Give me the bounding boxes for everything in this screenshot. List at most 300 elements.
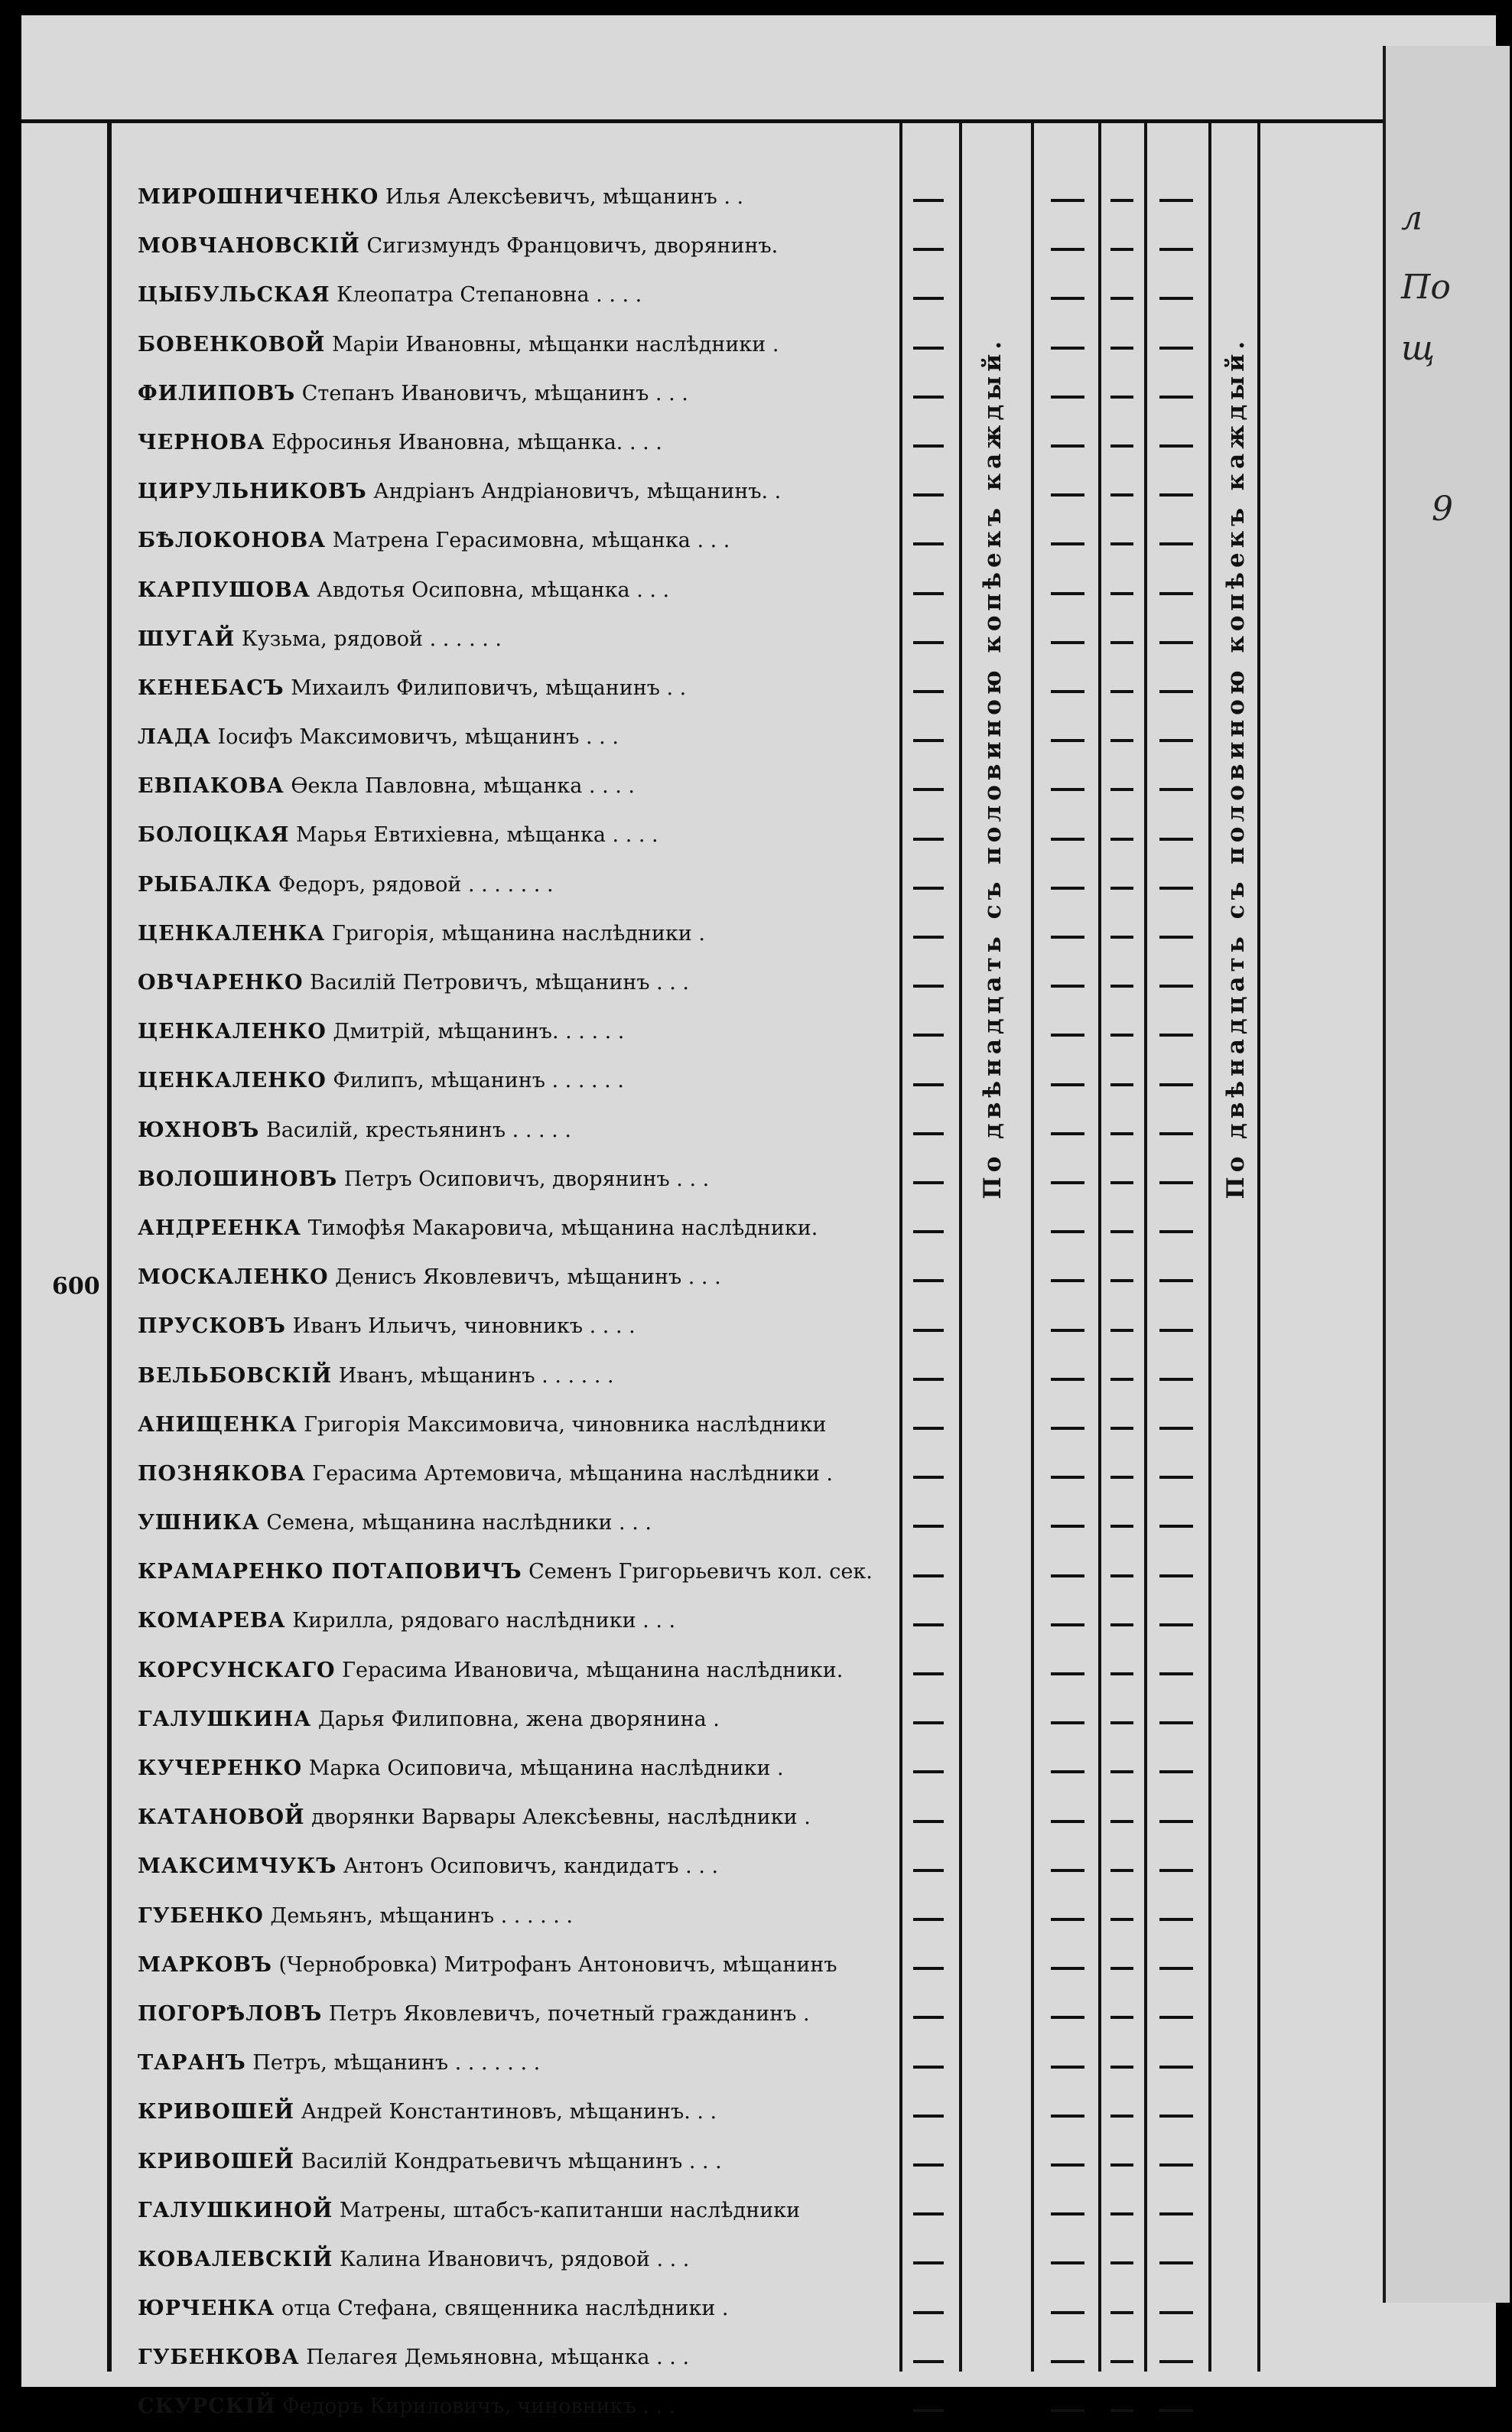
surname: ОВЧАРЕНКО bbox=[138, 971, 304, 995]
surname: МИРОШНИЧЕНКО bbox=[138, 185, 379, 209]
surname: КУЧЕРЕНКО bbox=[138, 1756, 303, 1780]
entry-details: Василій Кондратьевичъ мѣщанинъ . . . bbox=[294, 2149, 722, 2173]
dash-mark bbox=[913, 985, 944, 988]
dash-mark bbox=[1159, 199, 1193, 202]
column-rule bbox=[1208, 122, 1211, 2372]
dash-mark bbox=[1159, 2261, 1193, 2264]
dash-mark bbox=[913, 1279, 944, 1282]
entry-details: Герасима Артемовича, мѣщанина наслѣдники . bbox=[305, 1461, 833, 1486]
entry-details: Иванъ, мѣщанинъ . . . . . . bbox=[332, 1363, 614, 1388]
dash-mark bbox=[1110, 2409, 1133, 2412]
surname: ГУБЕНКО bbox=[138, 1903, 264, 1928]
dash-mark bbox=[1110, 739, 1133, 742]
entry-details: Авдотья Осиповна, мѣщанка . . . bbox=[310, 578, 670, 602]
ledger-row bbox=[138, 1990, 902, 2039]
dash-mark bbox=[1110, 2311, 1133, 2314]
entry-details: Иванъ Ильичъ, чиновникъ . . . . bbox=[285, 1314, 636, 1339]
ledger-row bbox=[138, 2284, 902, 2333]
dash-mark bbox=[1110, 1329, 1133, 1332]
ledger-row bbox=[138, 222, 902, 271]
dash-mark bbox=[1110, 2115, 1133, 2118]
handwriting-fragment: щ bbox=[1401, 329, 1436, 368]
ledger-row bbox=[138, 1155, 902, 1204]
dash-mark bbox=[1110, 2212, 1133, 2215]
dash-mark bbox=[1051, 542, 1084, 545]
entry-number: 600 bbox=[52, 1273, 100, 1300]
dash-mark bbox=[1159, 1181, 1193, 1184]
dash-mark bbox=[1051, 1918, 1084, 1921]
dash-mark bbox=[1110, 641, 1133, 644]
dash-mark bbox=[1110, 1230, 1133, 1233]
dash-mark bbox=[1051, 2066, 1084, 2069]
ledger-row bbox=[138, 762, 902, 811]
dash-mark bbox=[1159, 2311, 1193, 2314]
entry-details: дворянки Варвары Алексѣевны, наслѣдники . bbox=[304, 1805, 811, 1830]
column-rule bbox=[1144, 122, 1147, 2372]
ledger-row bbox=[138, 2088, 902, 2137]
dash-mark bbox=[1051, 690, 1084, 693]
dash-mark bbox=[1051, 838, 1084, 841]
dash-mark bbox=[1110, 347, 1133, 350]
dash-mark bbox=[1051, 444, 1084, 448]
surname: ЦЕНКАЛЕНКО bbox=[138, 1069, 327, 1093]
dash-mark bbox=[1110, 592, 1133, 595]
handwriting-fragment: 9 bbox=[1432, 490, 1453, 529]
dash-mark bbox=[1159, 1820, 1193, 1823]
surname: ЮХНОВЪ bbox=[138, 1118, 260, 1142]
dash-mark bbox=[1110, 1869, 1133, 1872]
ledger-row bbox=[138, 173, 902, 222]
dash-mark bbox=[1051, 2409, 1084, 2412]
ledger-row bbox=[138, 1401, 902, 1450]
entry-details: Степанъ Ивановичъ, мѣщанинъ . . . bbox=[295, 381, 688, 405]
dash-mark bbox=[1159, 641, 1193, 644]
dash-mark bbox=[913, 1525, 944, 1528]
dash-mark bbox=[1051, 297, 1084, 300]
entry-details: Петръ Осиповичъ, дворянинъ . . . bbox=[337, 1167, 710, 1191]
dash-mark bbox=[1159, 936, 1193, 939]
dash-mark bbox=[1159, 2016, 1193, 2019]
dash-mark bbox=[913, 641, 944, 644]
dash-mark bbox=[1159, 396, 1193, 399]
surname: ПОЗНЯКОВА bbox=[138, 1461, 306, 1486]
column-rule bbox=[959, 122, 962, 2372]
dash-mark bbox=[1110, 444, 1133, 448]
dash-mark bbox=[1051, 396, 1084, 399]
dash-mark bbox=[913, 1574, 944, 1577]
surname: КАРПУШОВА bbox=[138, 578, 311, 602]
dash-mark bbox=[913, 1378, 944, 1381]
dash-mark bbox=[1110, 838, 1133, 841]
dash-mark bbox=[1159, 493, 1193, 496]
dash-mark bbox=[1051, 2163, 1084, 2167]
ledger-row bbox=[138, 1008, 902, 1056]
entry-list bbox=[138, 173, 902, 2432]
dash-mark bbox=[1159, 2163, 1193, 2167]
dash-mark bbox=[913, 1770, 944, 1773]
dash-mark bbox=[1110, 2360, 1133, 2363]
entry-details: Ефросинья Ивановна, мѣщанка. . . . bbox=[265, 430, 662, 454]
entry-details: Андріанъ Андріановичъ, мѣщанинъ. . bbox=[366, 480, 782, 504]
entry-details: Василій Петровичъ, мѣщанинъ . . . bbox=[303, 971, 690, 995]
dash-mark bbox=[913, 788, 944, 791]
entry-details: Василій, крестьянинъ . . . . . bbox=[259, 1118, 571, 1142]
dash-mark bbox=[913, 1623, 944, 1626]
surname: УШНИКА bbox=[138, 1511, 260, 1535]
dash-mark bbox=[1051, 1279, 1084, 1282]
dash-mark bbox=[1159, 1525, 1193, 1528]
dash-mark bbox=[913, 1869, 944, 1872]
ledger-row bbox=[138, 1302, 902, 1351]
dash-mark bbox=[913, 2360, 944, 2363]
ledger-row bbox=[138, 1793, 902, 1842]
dash-mark bbox=[913, 1083, 944, 1086]
dash-mark bbox=[1110, 1279, 1133, 1282]
ledger-row bbox=[138, 664, 902, 713]
top-rule bbox=[21, 119, 1383, 123]
dash-mark bbox=[1110, 493, 1133, 496]
dash-mark bbox=[1110, 1476, 1133, 1479]
dash-mark bbox=[1051, 1132, 1084, 1135]
dash-mark bbox=[1159, 347, 1193, 350]
entry-details: Іосифъ Максимовичъ, мѣщанинъ . . . bbox=[210, 725, 619, 750]
dash-mark bbox=[1110, 1132, 1133, 1135]
dash-mark bbox=[913, 2066, 944, 2069]
dash-mark bbox=[1159, 1869, 1193, 1872]
surname: КРАМАРЕНКО ПОТАПОВИЧЪ bbox=[138, 1560, 522, 1584]
dash-mark bbox=[913, 1476, 944, 1479]
entry-details: Петръ, мѣщанинъ . . . . . . . bbox=[245, 2051, 541, 2076]
entry-details: Илья Алексѣевичъ, мѣщанинъ . . bbox=[379, 185, 744, 209]
dash-mark bbox=[1110, 1770, 1133, 1773]
surname: ФИЛИПОВЪ bbox=[138, 381, 296, 405]
surname: БОЛОЦКАЯ bbox=[138, 823, 290, 848]
dash-mark bbox=[1159, 739, 1193, 742]
dash-mark bbox=[1051, 2016, 1084, 2019]
ledger-row bbox=[138, 1352, 902, 1401]
adjacent-page-edge bbox=[1383, 46, 1510, 2303]
dash-mark bbox=[913, 1820, 944, 1823]
dash-mark bbox=[913, 542, 944, 545]
surname: КОРСУНСКАГО bbox=[138, 1658, 336, 1682]
dash-mark bbox=[1159, 1623, 1193, 1626]
ledger-row bbox=[138, 1646, 902, 1695]
dash-mark bbox=[1051, 1427, 1084, 1430]
dash-mark bbox=[1051, 1378, 1084, 1381]
entry-details: Сигизмундъ Францовичъ, дворянинъ. bbox=[359, 234, 779, 259]
dash-mark bbox=[1051, 788, 1084, 791]
ledger-row bbox=[138, 1597, 902, 1646]
dash-mark bbox=[1110, 2016, 1133, 2019]
dash-mark bbox=[1159, 1721, 1193, 1724]
dash-mark bbox=[1159, 1132, 1193, 1135]
dash-mark bbox=[913, 1329, 944, 1332]
entry-details: Антонъ Осиповичъ, кандидатъ . . . bbox=[337, 1854, 719, 1879]
dash-mark bbox=[1110, 396, 1133, 399]
surname: ШУГАЙ bbox=[138, 627, 236, 651]
entry-details: Демьянъ, мѣщанинъ . . . . . . bbox=[263, 1903, 574, 1928]
dash-mark bbox=[1110, 788, 1133, 791]
entry-details: Григорія, мѣщанина наслѣдники . bbox=[325, 921, 705, 946]
dash-mark bbox=[1159, 1378, 1193, 1381]
dash-mark bbox=[1051, 1034, 1084, 1037]
dash-mark bbox=[913, 297, 944, 300]
ledger-row bbox=[138, 910, 902, 959]
ledger-row bbox=[138, 1450, 902, 1499]
ledger-row bbox=[138, 2039, 902, 2088]
dash-mark bbox=[1110, 1820, 1133, 1823]
dash-mark bbox=[1159, 1230, 1193, 1233]
surname: МОВЧАНОВСКІЙ bbox=[138, 234, 360, 259]
dash-mark bbox=[1110, 1623, 1133, 1626]
dash-mark bbox=[1159, 1329, 1193, 1332]
surname: ЦЫБУЛЬСКАЯ bbox=[138, 283, 330, 308]
dash-mark bbox=[1110, 1918, 1133, 1921]
dash-mark bbox=[913, 2409, 944, 2412]
dash-mark bbox=[1110, 2066, 1133, 2069]
dash-mark bbox=[1051, 1967, 1084, 1970]
surname: ГУБЕНКОВА bbox=[138, 2346, 300, 2370]
surname: КАТАНОВОЙ bbox=[138, 1805, 305, 1830]
dash-mark bbox=[913, 1721, 944, 1724]
surname: ЦЕНКАЛЕНКА bbox=[138, 921, 326, 946]
dash-mark bbox=[1159, 1672, 1193, 1675]
ledger-row bbox=[138, 2137, 902, 2186]
entry-details: Марка Осиповича, мѣщанина наслѣдники . bbox=[302, 1756, 784, 1780]
dash-mark bbox=[1159, 297, 1193, 300]
ledger-row bbox=[138, 1253, 902, 1302]
dash-mark bbox=[1051, 985, 1084, 988]
entry-details: Калина Ивановичъ, рядовой . . . bbox=[333, 2247, 690, 2271]
dash-mark bbox=[913, 1181, 944, 1184]
dash-mark bbox=[1051, 592, 1084, 595]
dash-mark bbox=[1051, 739, 1084, 742]
surname: ЧЕРНОВА bbox=[138, 430, 265, 454]
entry-details: Марья Евтихіевна, мѣщанка . . . . bbox=[289, 823, 658, 848]
dash-mark bbox=[1051, 1574, 1084, 1577]
dash-mark bbox=[1051, 1525, 1084, 1528]
dash-mark bbox=[1159, 2066, 1193, 2069]
dash-mark bbox=[1159, 1083, 1193, 1086]
dash-mark bbox=[1159, 985, 1193, 988]
dash-mark bbox=[1159, 1034, 1193, 1037]
ledger-row bbox=[138, 1744, 902, 1793]
dash-mark bbox=[1159, 1574, 1193, 1577]
surname: ЮРЧЕНКА bbox=[138, 2297, 275, 2321]
dash-mark bbox=[913, 1918, 944, 1921]
dash-mark bbox=[913, 2311, 944, 2314]
ledger-row bbox=[138, 1548, 902, 1597]
entry-details: Пелагея Демьяновна, мѣщанка . . . bbox=[299, 2346, 690, 2370]
ledger-row bbox=[138, 1892, 902, 1941]
dash-mark bbox=[1051, 1672, 1084, 1675]
dash-mark bbox=[1051, 1329, 1084, 1332]
entry-details: Федоръ, рядовой . . . . . . . bbox=[272, 872, 554, 897]
dash-mark bbox=[1051, 347, 1084, 350]
dash-mark bbox=[913, 739, 944, 742]
dash-mark bbox=[1110, 2163, 1133, 2167]
ledger-row bbox=[138, 713, 902, 762]
surname: МАКСИМЧУКЪ bbox=[138, 1854, 337, 1879]
surname: МОСКАЛЕНКО bbox=[138, 1265, 329, 1290]
dash-mark bbox=[1159, 2409, 1193, 2412]
ledger-row bbox=[138, 2235, 902, 2284]
dash-mark bbox=[913, 347, 944, 350]
entry-details: Матрена Герасимовна, мѣщанка . . . bbox=[326, 529, 730, 553]
dash-mark bbox=[1051, 2311, 1084, 2314]
entry-details: Семена, мѣщанина наслѣдники . . . bbox=[259, 1511, 652, 1535]
dash-mark bbox=[913, 2016, 944, 2019]
ledger-row bbox=[138, 418, 902, 467]
entry-details: Өекла Павловна, мѣщанка . . . . bbox=[284, 774, 636, 799]
ledger-row bbox=[138, 1056, 902, 1105]
entry-details: Кирилла, рядоваго наслѣдники . . . bbox=[285, 1609, 676, 1633]
dash-mark bbox=[1051, 641, 1084, 644]
dash-mark bbox=[1110, 1672, 1133, 1675]
ledger-row bbox=[138, 615, 902, 664]
ledger-row bbox=[138, 959, 902, 1008]
dash-mark bbox=[1159, 887, 1193, 890]
entry-details: Петръ Яковлевичъ, почетный гражданинъ . bbox=[322, 2001, 810, 2026]
dash-mark bbox=[1159, 592, 1193, 595]
dash-mark bbox=[1051, 1476, 1084, 1479]
column-note-2: По двѣнадцать съ половиною копѣекъ каждый. bbox=[1222, 337, 1250, 1200]
surname: СКУРСКІЙ bbox=[138, 2395, 276, 2419]
dash-mark bbox=[1159, 838, 1193, 841]
dash-mark bbox=[1051, 1230, 1084, 1233]
entry-details: Семенъ Григорьевичъ кол. сек. bbox=[522, 1560, 873, 1584]
ledger-row bbox=[138, 1842, 902, 1891]
ledger-row bbox=[138, 1204, 902, 1253]
surname: БОВЕНКОВОЙ bbox=[138, 332, 326, 356]
surname: ПОГОРѢЛОВЪ bbox=[138, 2001, 323, 2026]
dash-mark bbox=[913, 838, 944, 841]
surname: КОВАЛЕВСКІЙ bbox=[138, 2247, 333, 2271]
dash-mark bbox=[913, 444, 944, 448]
column-rule bbox=[1031, 122, 1034, 2372]
surname: КРИВОШЕЙ bbox=[138, 2149, 295, 2173]
ledger-row bbox=[138, 1106, 902, 1155]
surname: АНИЩЕНКА bbox=[138, 1412, 298, 1437]
entry-details: Филипъ, мѣщанинъ . . . . . . bbox=[326, 1069, 624, 1093]
column-rule bbox=[1257, 122, 1260, 2372]
surname: ЛАДА bbox=[138, 725, 211, 750]
dash-mark bbox=[1051, 2212, 1084, 2215]
surname: ЦИРУЛЬНИКОВЪ bbox=[138, 480, 367, 504]
ledger-row bbox=[138, 370, 902, 418]
dash-mark bbox=[913, 2115, 944, 2118]
ledger-row bbox=[138, 2186, 902, 2235]
dash-mark bbox=[1051, 1721, 1084, 1724]
entry-details: Григорія Максимовича, чиновника наслѣдники bbox=[297, 1412, 827, 1437]
dash-mark bbox=[1051, 199, 1084, 202]
dash-mark bbox=[1110, 1721, 1133, 1724]
entry-details: Кузьма, рядовой . . . . . . bbox=[235, 627, 502, 651]
entry-details: Герасима Ивановича, мѣщанина наслѣдники. bbox=[335, 1658, 844, 1682]
entry-details: отца Стефана, священника наслѣдники . bbox=[275, 2297, 729, 2321]
ledger-row bbox=[138, 811, 902, 860]
ledger-row bbox=[138, 2382, 902, 2431]
dash-mark bbox=[1051, 936, 1084, 939]
dash-mark bbox=[913, 1672, 944, 1675]
entry-details: Михаилъ Филиповичъ, мѣщанинъ . . bbox=[284, 676, 687, 700]
dash-mark bbox=[913, 1230, 944, 1233]
dash-mark bbox=[1051, 2261, 1084, 2264]
dash-mark bbox=[913, 199, 944, 202]
dash-mark bbox=[1159, 2212, 1193, 2215]
entry-details: Дарья Филиповна, жена дворянина . bbox=[311, 1707, 720, 1731]
dash-mark bbox=[1051, 1770, 1084, 1773]
surname: ГАЛУШКИНОЙ bbox=[138, 2198, 333, 2222]
dash-mark bbox=[1159, 1279, 1193, 1282]
ledger-row bbox=[138, 566, 902, 615]
dash-mark bbox=[1051, 887, 1084, 890]
dash-mark bbox=[1110, 2261, 1133, 2264]
surname: ПРУСКОВЪ bbox=[138, 1314, 286, 1339]
dash-mark bbox=[1110, 1525, 1133, 1528]
surname: ВОЛОШИНОВЪ bbox=[138, 1167, 338, 1191]
ledger-row bbox=[138, 1499, 902, 1548]
ledger-row bbox=[138, 1941, 902, 1990]
dash-mark bbox=[913, 592, 944, 595]
dash-mark bbox=[1159, 1918, 1193, 1921]
surname: РЫБАЛКА bbox=[138, 872, 272, 897]
dash-mark bbox=[1110, 542, 1133, 545]
surname: ЦЕНКАЛЕНКО bbox=[138, 1020, 327, 1044]
dash-mark bbox=[1051, 2360, 1084, 2363]
dash-mark bbox=[1110, 1378, 1133, 1381]
dash-mark bbox=[1110, 199, 1133, 202]
surname: ТАРАНЪ bbox=[138, 2051, 246, 2076]
column-rule bbox=[1098, 122, 1101, 2372]
surname: ГАЛУШКИНА bbox=[138, 1707, 312, 1731]
surname: МАРКОВЪ bbox=[138, 1952, 272, 1977]
surname: БѢЛОКОНОВА bbox=[138, 529, 327, 553]
dash-mark bbox=[1110, 887, 1133, 890]
dash-mark bbox=[1110, 985, 1133, 988]
entry-details: Матрены, штабсъ-капитанши наслѣдники bbox=[333, 2198, 801, 2222]
ledger-row bbox=[138, 1695, 902, 1744]
dash-mark bbox=[1051, 2115, 1084, 2118]
dash-mark bbox=[1051, 1083, 1084, 1086]
entry-details: Федоръ Кириловичъ, чиновникъ . . . bbox=[275, 2395, 676, 2419]
dash-mark bbox=[1110, 1083, 1133, 1086]
surname: КОМАРЕВА bbox=[138, 1609, 286, 1633]
column-note-1: По двѣнадцать съ половиною копѣекъ каждый. bbox=[979, 337, 1006, 1200]
dash-mark bbox=[1110, 1574, 1133, 1577]
dash-mark bbox=[1051, 248, 1084, 251]
dash-mark bbox=[1159, 788, 1193, 791]
surname: ВЕЛЬБОВСКІЙ bbox=[138, 1363, 333, 1388]
dash-mark bbox=[1110, 1034, 1133, 1037]
dash-mark bbox=[913, 2261, 944, 2264]
dash-mark bbox=[1110, 936, 1133, 939]
dash-mark bbox=[1159, 1967, 1193, 1970]
dash-mark bbox=[1051, 1623, 1084, 1626]
ledger-row bbox=[138, 271, 902, 320]
dash-mark bbox=[1110, 1967, 1133, 1970]
dash-mark bbox=[1110, 1427, 1133, 1430]
ledger-row bbox=[138, 467, 902, 516]
dash-mark bbox=[1159, 690, 1193, 693]
dash-mark bbox=[1159, 1770, 1193, 1773]
surname: КЕНЕБАСЪ bbox=[138, 676, 285, 700]
dash-mark bbox=[1051, 493, 1084, 496]
dash-mark bbox=[913, 1967, 944, 1970]
dash-mark bbox=[913, 1132, 944, 1135]
dash-mark bbox=[1159, 248, 1193, 251]
ledger-row bbox=[138, 861, 902, 910]
